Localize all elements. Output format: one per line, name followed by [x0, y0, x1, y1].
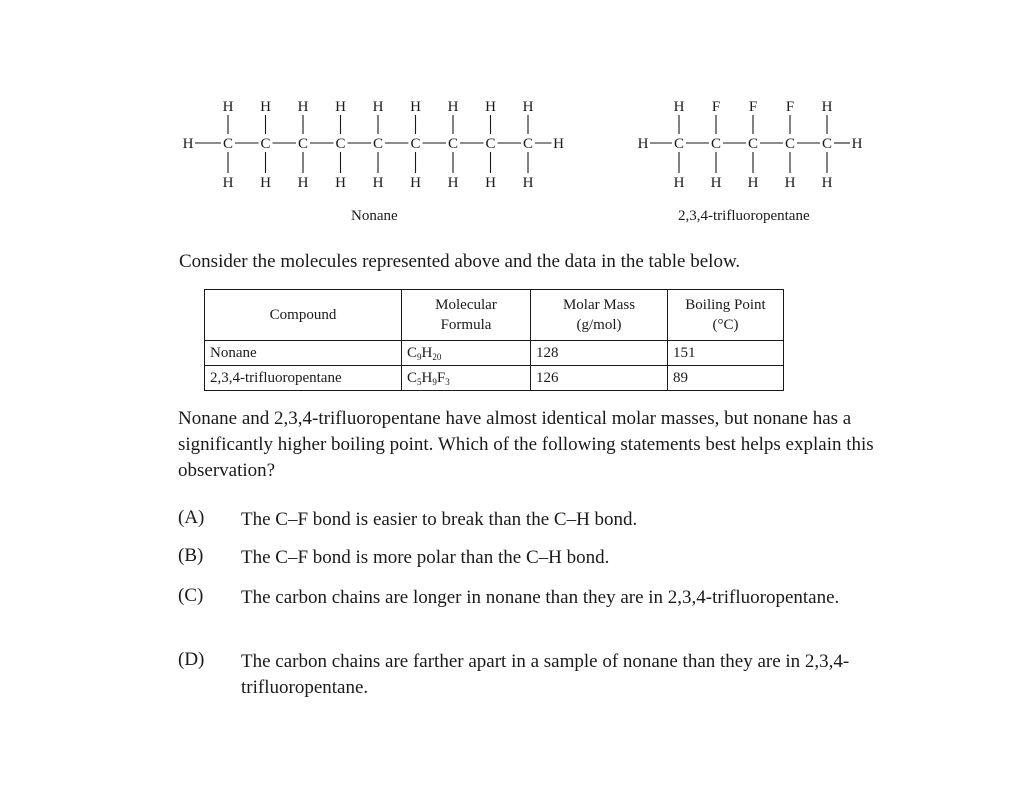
- header-formula: Molecular Formula: [402, 290, 531, 341]
- cell-formula: $C_9H_{20}$: [402, 341, 531, 366]
- atom-label: F: [785, 99, 795, 115]
- atom-label: H: [553, 136, 564, 152]
- nonane-structure: [0, 0, 1024, 200]
- atom-label: C: [821, 136, 833, 152]
- header-compound: Compound: [205, 290, 402, 341]
- atom-label: H: [297, 175, 309, 191]
- table-row: [205, 366, 784, 391]
- cell-compound: 2,3,4-trifluoropentane: [205, 366, 402, 391]
- atom-label: C: [710, 136, 722, 152]
- atom-label: H: [485, 175, 496, 191]
- atom-label: C: [410, 136, 421, 152]
- option-a-letter: (A): [178, 507, 205, 528]
- atom-label: F: [748, 99, 758, 115]
- atom-label: H: [710, 175, 722, 191]
- cell-molar-mass: 128: [531, 341, 668, 366]
- atom-label: C: [222, 136, 234, 152]
- atom-label: H: [260, 175, 271, 191]
- atom-label: H: [673, 99, 685, 115]
- atom-label: H: [297, 99, 309, 115]
- atom-label: F: [711, 99, 721, 115]
- atom-label: H: [447, 99, 459, 115]
- atom-label: H: [821, 175, 833, 191]
- option-d-text: The carbon chains are farther apart in a sample of nonane than they are in 2,3,4-trifluoropentane.: [241, 651, 850, 698]
- cell-molar-mass: 126: [531, 366, 668, 391]
- option-b-letter: (B): [178, 545, 204, 566]
- atom-label: C: [485, 136, 496, 152]
- header-boiling-point: Boiling Point (°C): [668, 290, 784, 341]
- data-table: [204, 289, 784, 391]
- cell-compound: Nonane: [205, 341, 402, 366]
- cell-formula: $C_5H_9F_3$: [402, 366, 531, 391]
- atom-label: C: [673, 136, 685, 152]
- atom-label: H: [372, 99, 384, 115]
- cell-boiling-point: 89: [668, 366, 784, 391]
- atom-label: H: [182, 136, 194, 152]
- table-row: [205, 341, 784, 366]
- header-molar-mass: Molar Mass (g/mol): [531, 290, 668, 341]
- option-d-letter: (D): [178, 649, 205, 670]
- cell-boiling-point: 151: [668, 341, 784, 366]
- option-c-letter: (C): [178, 585, 204, 606]
- atom-label: C: [522, 136, 534, 152]
- atom-label: H: [372, 175, 384, 191]
- atom-label: H: [522, 175, 534, 191]
- option-c-text: The carbon chains are longer in nonane than they are in 2,3,4-trifluoropentane.: [241, 587, 840, 608]
- atom-label: C: [335, 136, 346, 152]
- atom-label: H: [747, 175, 759, 191]
- atom-label: C: [372, 136, 384, 152]
- atom-label: H: [637, 136, 649, 152]
- atom-label: H: [222, 175, 234, 191]
- option-a-text: The C–F bond is easier to break than the C–H bond.: [241, 509, 638, 530]
- atom-label: H: [821, 99, 833, 115]
- atom-label: H: [260, 99, 271, 115]
- atom-label: H: [851, 136, 863, 152]
- option-b-text: The C–F bond is more polar than the C–H bond.: [241, 547, 610, 568]
- atom-label: H: [522, 99, 534, 115]
- intro-sentence: Consider the molecules represented above and the data in the table below.: [179, 251, 741, 272]
- atom-label: C: [297, 136, 309, 152]
- atom-label: H: [410, 175, 421, 191]
- atom-label: H: [784, 175, 796, 191]
- atom-label: C: [260, 136, 271, 152]
- atom-label: H: [447, 175, 459, 191]
- atom-label: H: [673, 175, 685, 191]
- atom-label: H: [410, 99, 421, 115]
- atom-label: H: [335, 99, 346, 115]
- table-header-row: [205, 290, 784, 341]
- atom-label: C: [747, 136, 759, 152]
- question-stem: Nonane and 2,3,4-trifluoropentane have almost identical molar masses, but nonane has a significantly higher boiling point. Which of the following statements best helps explain this observation?: [178, 408, 874, 481]
- atom-label: H: [485, 99, 496, 115]
- atom-label: H: [335, 175, 346, 191]
- atom-label: C: [447, 136, 459, 152]
- atom-label: C: [784, 136, 796, 152]
- atom-label: H: [222, 99, 234, 115]
- molecule-name-nonane: Nonane: [351, 208, 398, 224]
- molecule-name-trifluoropentane: 2,3,4-trifluoropentane: [678, 208, 810, 224]
